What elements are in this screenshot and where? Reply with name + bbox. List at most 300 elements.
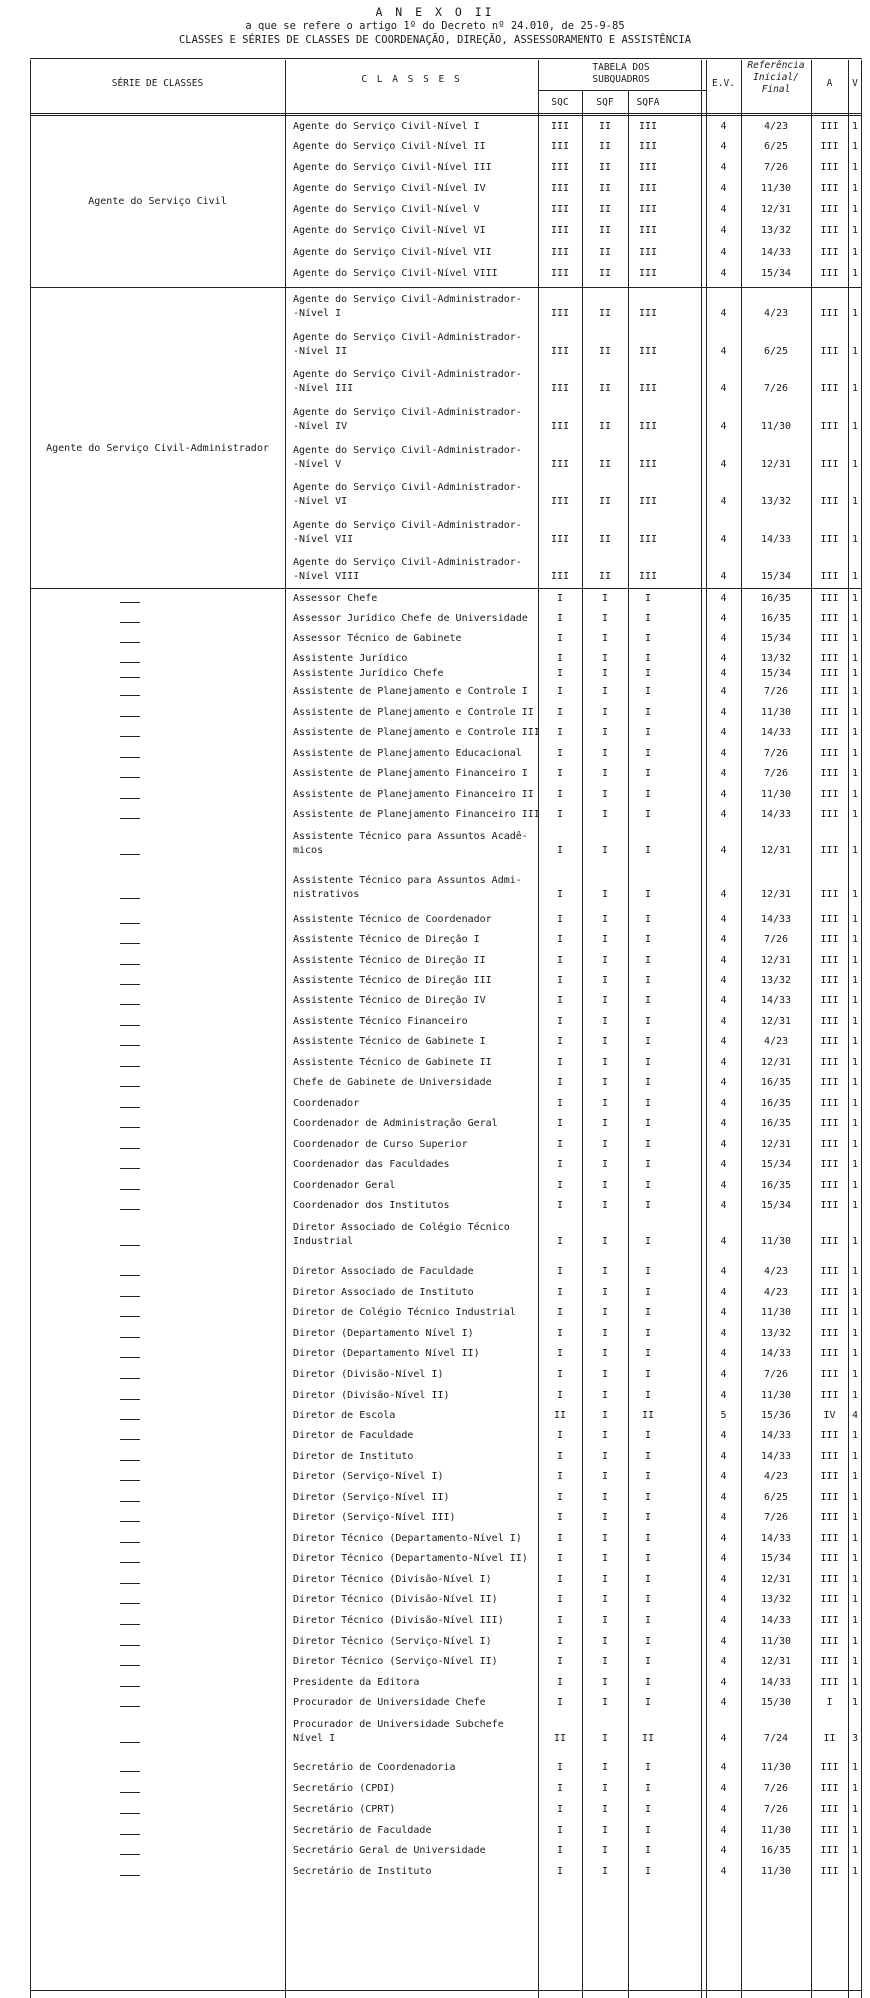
class-name: Assistente de Planejamento e Controle III: [293, 727, 540, 738]
cell-v: 1: [851, 934, 859, 945]
cell-v: 1: [851, 1845, 859, 1856]
cell-ev: 4: [720, 748, 727, 759]
cell-v: 1: [851, 633, 859, 644]
cell-ref: 15/34: [760, 1200, 792, 1211]
cell-ref: 13/32: [760, 496, 792, 507]
cell-v: 1: [851, 534, 859, 545]
cell-sqc: I: [556, 1328, 564, 1339]
cell-ref: 7/26: [763, 768, 789, 779]
cell-sqc: I: [556, 1057, 564, 1068]
cell-v: 1: [851, 1077, 859, 1088]
cell-sqc: I: [556, 686, 564, 697]
cell-a: III: [820, 1307, 839, 1318]
cell-v: 1: [851, 383, 859, 394]
cell-sqc: I: [556, 1471, 564, 1482]
cell-sqf: I: [601, 1804, 609, 1815]
cell-a: III: [820, 1574, 839, 1585]
cell-a: III: [820, 955, 839, 966]
cell-a: III: [820, 809, 839, 820]
class-name: Assessor Jurídico Chefe de Universidade: [293, 613, 528, 624]
cell-sqf: I: [601, 995, 609, 1006]
class-name: Assistente de Planejamento e Controle II: [293, 707, 534, 718]
cell-sqfa: III: [638, 204, 658, 215]
cell-sqfa: III: [638, 183, 658, 194]
class-name-continuation: Nível I: [293, 1733, 336, 1744]
cell-ref: 14/33: [760, 247, 792, 258]
class-name: Diretor de Faculdade: [293, 1430, 414, 1441]
cell-sqf: I: [601, 1451, 609, 1462]
cell-ref: 14/33: [760, 809, 792, 820]
series-label-agente-administrador: Agente do Serviço Civil-Administrador: [46, 443, 269, 454]
cell-ev: 4: [720, 593, 727, 604]
cell-ev: 4: [720, 1762, 727, 1773]
cell-sqf: I: [601, 1057, 609, 1068]
cell-sqfa: I: [644, 1369, 652, 1380]
cell-sqc: III: [550, 121, 570, 132]
cell-sqf: I: [601, 1348, 609, 1359]
series-dash: [120, 1771, 140, 1772]
cell-v: 1: [851, 1180, 859, 1191]
cell-a: III: [820, 613, 839, 624]
cell-v: 1: [851, 1825, 859, 1836]
cell-v: 1: [851, 1594, 859, 1605]
cell-ev: 4: [720, 459, 727, 470]
cell-sqf: I: [601, 1825, 609, 1836]
cell-sqf: I: [601, 1762, 609, 1773]
cell-v: 1: [851, 141, 859, 152]
cell-v: 1: [851, 1328, 859, 1339]
cell-a: III: [820, 183, 839, 194]
cell-a: III: [820, 308, 839, 319]
cell-v: 1: [851, 204, 859, 215]
cell-sqc: I: [556, 934, 564, 945]
cell-a: III: [820, 1783, 839, 1794]
cell-ref: 14/33: [760, 1348, 792, 1359]
cell-ev: 4: [720, 1451, 727, 1462]
cell-v: 1: [851, 1098, 859, 1109]
cell-v: 1: [851, 1783, 859, 1794]
cell-ev: 4: [720, 1077, 727, 1088]
cell-ev: 4: [720, 1328, 727, 1339]
cell-sqc: I: [556, 1845, 564, 1856]
class-name: Secretário de Coordenadoria: [293, 1762, 456, 1773]
cell-sqc: I: [556, 1118, 564, 1129]
cell-a: III: [820, 1098, 839, 1109]
cell-sqfa: I: [644, 1845, 652, 1856]
cell-sqc: I: [556, 914, 564, 925]
cell-v: 1: [851, 1307, 859, 1318]
series-dash: [120, 943, 140, 944]
cell-sqfa: I: [644, 1471, 652, 1482]
cell-ev: 4: [720, 1804, 727, 1815]
header-serie: SÉRIE DE CLASSES: [111, 78, 204, 89]
cell-sqc: I: [556, 768, 564, 779]
cell-sqf: I: [601, 1677, 609, 1688]
cell-sqf: I: [601, 1236, 609, 1247]
class-name: Secretário Geral de Universidade: [293, 1845, 486, 1856]
series-dash: [120, 1275, 140, 1276]
cell-sqc: III: [550, 496, 570, 507]
cell-ref: 14/33: [760, 995, 792, 1006]
cell-sqfa: I: [644, 975, 652, 986]
series-dash: [120, 1378, 140, 1379]
series-dash: [120, 1583, 140, 1584]
series-2-separator: [30, 588, 862, 589]
cell-v: 1: [851, 1236, 859, 1247]
cell-v: 1: [851, 1512, 859, 1523]
cell-sqc: I: [556, 1656, 564, 1667]
series-dash: [120, 602, 140, 603]
cell-sqf: I: [601, 1615, 609, 1626]
class-name: Diretor Associado de Colégio Técnico: [293, 1222, 510, 1233]
cell-ev: 4: [720, 955, 727, 966]
cell-sqf: I: [601, 1656, 609, 1667]
cell-ref: 4/23: [763, 1287, 789, 1298]
cell-ev: 4: [720, 1348, 727, 1359]
cell-a: III: [820, 1451, 839, 1462]
cell-v: 1: [851, 1390, 859, 1401]
class-name: Coordenador dos Institutos: [293, 1200, 450, 1211]
cell-sqc: I: [556, 809, 564, 820]
cell-v: 1: [851, 727, 859, 738]
cell-a: III: [820, 421, 839, 432]
class-name: Assistente Técnico para Assuntos Acadê-: [293, 831, 528, 842]
cell-ev: 4: [720, 308, 727, 319]
cell-sqc: I: [556, 668, 564, 679]
cell-sqfa: I: [644, 789, 652, 800]
cell-ref: 15/34: [760, 1553, 792, 1564]
cell-sqc: I: [556, 1762, 564, 1773]
class-name: Secretário (CPRT): [293, 1804, 396, 1815]
class-name: Assistente Técnico de Direção II: [293, 955, 486, 966]
cell-ev: 4: [720, 727, 727, 738]
cell-sqfa: I: [644, 1574, 652, 1585]
cell-ref: 16/35: [760, 1118, 792, 1129]
header-referencia: Referência Inicial/ Final: [747, 60, 805, 95]
class-name: Diretor Técnico (Departamento-Nível II): [293, 1553, 528, 1564]
cell-sqc: I: [556, 1307, 564, 1318]
series-dash: [120, 984, 140, 985]
cell-sqf: I: [601, 593, 609, 604]
cell-sqf: II: [598, 247, 612, 258]
class-name: Assistente de Planejamento Educacional: [293, 748, 522, 759]
cell-sqfa: III: [638, 534, 658, 545]
cell-a: III: [820, 789, 839, 800]
header-classes: C L A S S E S: [361, 74, 462, 85]
cell-a: III: [820, 1430, 839, 1441]
cell-sqc: I: [556, 955, 564, 966]
cell-sqf: I: [601, 686, 609, 697]
cell-sqc: I: [556, 1615, 564, 1626]
series-dash: [120, 662, 140, 663]
cell-sqfa: III: [638, 346, 658, 357]
cell-ev: 4: [720, 496, 727, 507]
cell-sqc: I: [556, 1574, 564, 1585]
cell-sqf: II: [598, 571, 612, 582]
cell-v: 1: [851, 1430, 859, 1441]
cell-sqf: II: [598, 204, 612, 215]
cell-a: III: [820, 593, 839, 604]
cell-ev: 4: [720, 162, 727, 173]
series-dash: [120, 1792, 140, 1793]
cell-a: III: [820, 1200, 839, 1211]
cell-sqfa: III: [638, 383, 658, 394]
series-dash: [120, 1296, 140, 1297]
cell-ref: 13/32: [760, 975, 792, 986]
cell-sqfa: I: [644, 1307, 652, 1318]
cell-sqfa: III: [638, 247, 658, 258]
cell-v: 1: [851, 571, 859, 582]
cell-sqf: I: [601, 748, 609, 759]
class-name: Assistente Técnico de Direção III: [293, 975, 492, 986]
cell-sqfa: I: [644, 1553, 652, 1564]
cell-ev: 4: [720, 1200, 727, 1211]
cell-sqc: I: [556, 1594, 564, 1605]
series-dash: [120, 1419, 140, 1420]
cell-v: 1: [851, 1471, 859, 1482]
cell-sqf: I: [601, 845, 609, 856]
cell-ref: 11/30: [760, 1636, 792, 1647]
cell-sqc: III: [550, 534, 570, 545]
class-name: Coordenador Geral: [293, 1180, 396, 1191]
cell-ev: 4: [720, 1118, 727, 1129]
cell-ref: 15/34: [760, 268, 792, 279]
cell-sqfa: III: [638, 141, 658, 152]
cell-sqf: I: [601, 1553, 609, 1564]
cell-a: III: [820, 1512, 839, 1523]
series-dash: [120, 1127, 140, 1128]
class-name-continuation: -Nível VII: [293, 534, 354, 545]
cell-sqc: I: [556, 1390, 564, 1401]
cell-ev: 4: [720, 183, 727, 194]
cell-sqfa: III: [638, 225, 658, 236]
cell-sqc: I: [556, 748, 564, 759]
cell-sqfa: I: [644, 768, 652, 779]
cell-sqfa: II: [641, 1410, 655, 1421]
cell-a: III: [820, 1594, 839, 1605]
cell-ref: 12/31: [760, 955, 792, 966]
cell-sqf: I: [601, 809, 609, 820]
cell-sqfa: I: [644, 934, 652, 945]
class-name: Procurador de Universidade Chefe: [293, 1697, 486, 1708]
cell-sqfa: I: [644, 955, 652, 966]
class-name: Assistente de Planejamento Financeiro II: [293, 789, 534, 800]
cell-a: III: [820, 1266, 839, 1277]
cell-sqc: I: [556, 1783, 564, 1794]
series-dash: [120, 1168, 140, 1169]
cell-ev: 4: [720, 1615, 727, 1626]
cell-ev: 4: [720, 768, 727, 779]
cell-ev: 4: [720, 1636, 727, 1647]
cell-v: 3: [851, 1733, 859, 1744]
cell-ev: 4: [720, 653, 727, 664]
cell-v: 4: [851, 1410, 859, 1421]
cell-ref: 6/25: [763, 141, 789, 152]
cell-sqc: III: [550, 571, 570, 582]
cell-sqf: I: [601, 1036, 609, 1047]
cell-sqf: I: [601, 934, 609, 945]
cell-sqfa: I: [644, 1615, 652, 1626]
cell-sqc: III: [550, 183, 570, 194]
class-name: Diretor Técnico (Departamento-Nível I): [293, 1533, 522, 1544]
cell-v: 1: [851, 668, 859, 679]
cell-ev: 4: [720, 1016, 727, 1027]
cell-v: 1: [851, 845, 859, 856]
cell-v: 1: [851, 1574, 859, 1585]
cell-sqfa: I: [644, 1533, 652, 1544]
class-name-continuation: -Nível I: [293, 308, 342, 319]
cell-sqc: I: [556, 1804, 564, 1815]
cell-a: III: [820, 1762, 839, 1773]
series-dash: [120, 898, 140, 899]
cell-ref: 14/33: [760, 914, 792, 925]
series-dash: [120, 1045, 140, 1046]
cell-ev: 4: [720, 1866, 727, 1877]
cell-ref: 14/33: [760, 534, 792, 545]
cell-sqc: I: [556, 593, 564, 604]
series-dash: [120, 1875, 140, 1876]
header-ev: E.V.: [712, 78, 735, 89]
cell-ev: 4: [720, 707, 727, 718]
cell-ev: 4: [720, 1594, 727, 1605]
class-name: Diretor (Divisão-Nível II): [293, 1390, 450, 1401]
cell-sqf: I: [601, 1287, 609, 1298]
class-name-continuation: -Nível VIII: [293, 571, 360, 582]
cell-sqc: II: [553, 1410, 567, 1421]
cell-sqf: II: [598, 141, 612, 152]
class-name: Assistente Jurídico Chefe: [293, 668, 444, 679]
cell-ref: 14/33: [760, 1533, 792, 1544]
cell-sqfa: I: [644, 1200, 652, 1211]
cell-ev: 4: [720, 1036, 727, 1047]
cell-ref: 14/33: [760, 1677, 792, 1688]
cell-sqfa: I: [644, 1159, 652, 1170]
cell-ref: 6/25: [763, 346, 789, 357]
cell-sqf: I: [601, 1866, 609, 1877]
cell-sqf: I: [601, 1159, 609, 1170]
cell-sqc: III: [550, 225, 570, 236]
cell-sqf: I: [601, 1533, 609, 1544]
cell-a: III: [820, 1553, 839, 1564]
cell-sqfa: III: [638, 459, 658, 470]
class-name: Assistente Técnico de Direção I: [293, 934, 480, 945]
cell-ev: 4: [720, 225, 727, 236]
cell-sqf: I: [601, 1594, 609, 1605]
cell-sqf: I: [601, 1783, 609, 1794]
cell-v: 1: [851, 346, 859, 357]
cell-sqc: I: [556, 1430, 564, 1441]
cell-sqc: I: [556, 1636, 564, 1647]
cell-ref: 11/30: [760, 1762, 792, 1773]
cell-v: 1: [851, 809, 859, 820]
cell-ref: 16/35: [760, 1098, 792, 1109]
series-dash: [120, 1742, 140, 1743]
cell-ref: 11/30: [760, 183, 792, 194]
cell-ref: 13/32: [760, 1594, 792, 1605]
cell-a: III: [820, 975, 839, 986]
cell-a: III: [820, 268, 839, 279]
cell-sqf: I: [601, 1369, 609, 1380]
class-name: Procurador de Universidade Subchefe: [293, 1719, 504, 1730]
cell-a: III: [820, 707, 839, 718]
cell-ev: 4: [720, 1287, 727, 1298]
class-name: Diretor Técnico (Serviço-Nível I): [293, 1636, 492, 1647]
series-dash: [120, 622, 140, 623]
cell-sqfa: I: [644, 1236, 652, 1247]
cell-v: 1: [851, 1016, 859, 1027]
cell-ev: 4: [720, 247, 727, 258]
cell-ref: 15/34: [760, 1159, 792, 1170]
cell-a: II: [823, 1733, 836, 1744]
cell-a: I: [826, 1697, 833, 1708]
class-name: Assistente Técnico para Assuntos Admi-: [293, 875, 522, 886]
cell-v: 1: [851, 496, 859, 507]
cell-ref: 11/30: [760, 1390, 792, 1401]
class-name-continuation: micos: [293, 845, 324, 856]
cell-ev: 4: [720, 421, 727, 432]
series-dash: [120, 1004, 140, 1005]
cell-sqf: II: [598, 534, 612, 545]
cell-sqc: I: [556, 1677, 564, 1688]
class-name: Diretor Técnico (Serviço-Nível II): [293, 1656, 498, 1667]
cell-a: III: [820, 1016, 839, 1027]
cell-sqfa: I: [644, 1594, 652, 1605]
cell-sqf: I: [601, 955, 609, 966]
cell-a: III: [820, 141, 839, 152]
class-name: Coordenador das Faculdades: [293, 1159, 450, 1170]
series-dash: [120, 1025, 140, 1026]
series-dash: [120, 642, 140, 643]
cell-ref: 12/31: [760, 204, 792, 215]
cell-ref: 4/23: [763, 1036, 789, 1047]
cell-sqc: I: [556, 1077, 564, 1088]
cell-a: III: [820, 459, 839, 470]
cell-sqf: II: [598, 183, 612, 194]
cell-ref: 12/31: [760, 1057, 792, 1068]
cell-a: III: [820, 1804, 839, 1815]
class-name: Assistente de Planejamento e Controle I: [293, 686, 528, 697]
cell-ref: 12/31: [760, 889, 792, 900]
cell-sqf: I: [601, 1492, 609, 1503]
cell-a: III: [820, 1390, 839, 1401]
cell-sqfa: I: [644, 727, 652, 738]
series-dash: [120, 1813, 140, 1814]
series-dash: [120, 818, 140, 819]
cell-sqfa: I: [644, 1783, 652, 1794]
cell-a: III: [820, 1866, 839, 1877]
cell-v: 1: [851, 1697, 859, 1708]
series-dash: [120, 1480, 140, 1481]
cell-a: III: [820, 534, 839, 545]
cell-a: III: [820, 1077, 839, 1088]
cell-ev: 4: [720, 686, 727, 697]
series-dash: [120, 1501, 140, 1502]
cell-sqfa: I: [644, 1677, 652, 1688]
class-name: Diretor (Serviço-Nível III): [293, 1512, 456, 1523]
cell-a: III: [820, 1139, 839, 1150]
cell-ev: 4: [720, 1733, 727, 1744]
class-name: Agente do Serviço Civil-Administrador-: [293, 445, 522, 456]
class-name: Assistente Técnico de Gabinete II: [293, 1057, 492, 1068]
class-name: Agente do Serviço Civil-Administrador-: [293, 557, 522, 568]
series-dash: [120, 1665, 140, 1666]
cell-a: III: [820, 845, 839, 856]
cell-sqfa: III: [638, 162, 658, 173]
class-name: Diretor (Departamento Nível II): [293, 1348, 480, 1359]
cell-ev: 4: [720, 1512, 727, 1523]
class-name: Agente do Serviço Civil-Nível VIII: [293, 268, 498, 279]
cell-ref: 11/30: [760, 1866, 792, 1877]
